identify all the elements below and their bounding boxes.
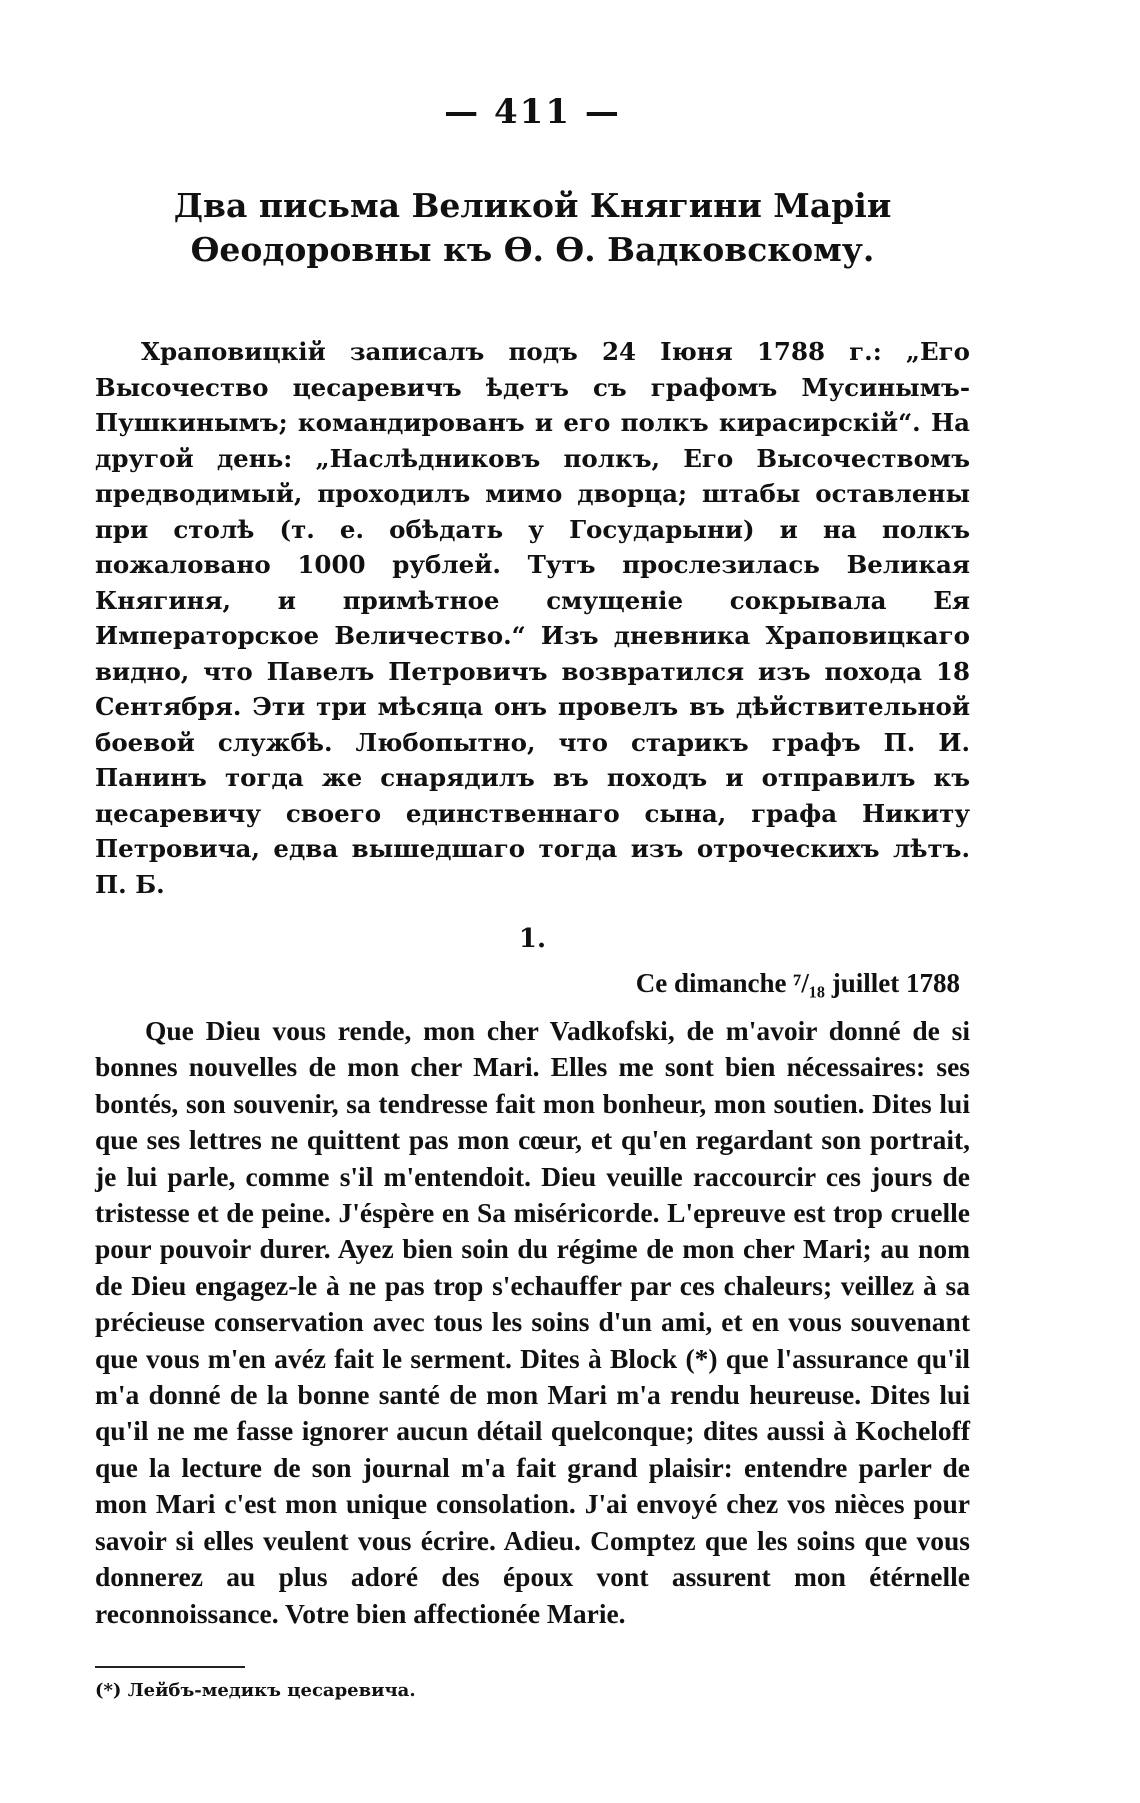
- letter-dateline: Ce dimanche ⁷/₁₈ juillet 1788: [635, 968, 960, 998]
- footnote: (*) Лейбъ-медикъ цесаревича.: [95, 1679, 416, 1701]
- document-page: [95, 92, 970, 1701]
- intro-paragraph: Храповицкій записалъ подъ 24 Іюня 1788 г.: „Его Высочество цесаревичъ ѣдетъ съ графомъ Мусинымъ-Пушкинымъ; командированъ и его полкъ кирасирскій“. На другой день: „Наслѣдниковъ полкъ, Его Высочествомъ предводимый, проходилъ мимо дворца; штабы оставлены при столѣ (т. е. обѣдать у Государыни) и на полкъ пожаловано 1000 рублей. Тутъ прослезилась Великая Княгиня, и примѣтное смущеніе сокрывала Ея Императорское Величество.“ Изъ дневника Храповицкаго видно, что Павелъ Петровичъ возвратился изъ похода 18 Сентября. Эти три мѣсяца онъ провелъ въ дѣйствительной боевой службѣ. Любопытно, что старикъ графъ П. И. Панинъ тогда же снарядилъ въ походъ и отправилъ къ цесаревичу своего единственнаго сына, графа Никиту Петровича, едва вышедшаго тогда изъ отроческихъ лѣтъ. П. Б.: [95, 337, 970, 899]
- page-number: — 411 —: [444, 92, 621, 132]
- letter-number: 1.: [518, 924, 547, 954]
- title-line-1: Два письма Великой Княгини Маріи: [173, 186, 892, 225]
- title-line-2: Ѳеодоровны къ Ѳ. Ѳ. Вадковскому.: [190, 230, 875, 269]
- footnote-divider: [95, 1666, 245, 1668]
- letter-body: Que Dieu vous rende, mon cher Vadkofski, de m'avoir donné de si bonnes nouvelles de mon cher Mari. Elles me sont bien nécessaires: ses bontés, son souvenir, sa tendresse fait mon bonheur, mon soutien. Dites lui que ses lettres ne quittent pas mon cœur, et qu'en regardant son portrait, je lui parle, comme s'il m'entendoit. Dieu veuille raccourcir ces jours de tristesse et de peine. J'éspère en Sa miséricorde. L'epreuve est trop cruelle pour pouvoir durer. Ayez bien soin du régime de mon cher Mari; au nom de Dieu engagez-le à ne pas trop s'echauffer par ces chaleurs; veillez à sa précieuse conservation avec tous les soins d'un ami, et en vous souvenant que vous m'en avéz fait le serment. Dites à Block (*) que l'assurance qu'il m'a donné de la bonne santé de mon Mari m'a rendu heureuse. Dites lui qu'il ne me fasse ignorer aucun détail quelconque; dites aussi à Kocheloff que la lecture de son journal m'a fait grand plaisir: entendre parler de mon Mari c'est mon unique consolation. J'ai envoyé chez vos nièces pour savoir si elles veulent vous écrire. Adieu. Comptez que les soins que vous donnerez au plus adoré des époux vont assurent mon étérnelle reconnoissance. Votre bien affectionée Marie.: [95, 1015, 970, 1629]
- article-title: [95, 184, 970, 272]
